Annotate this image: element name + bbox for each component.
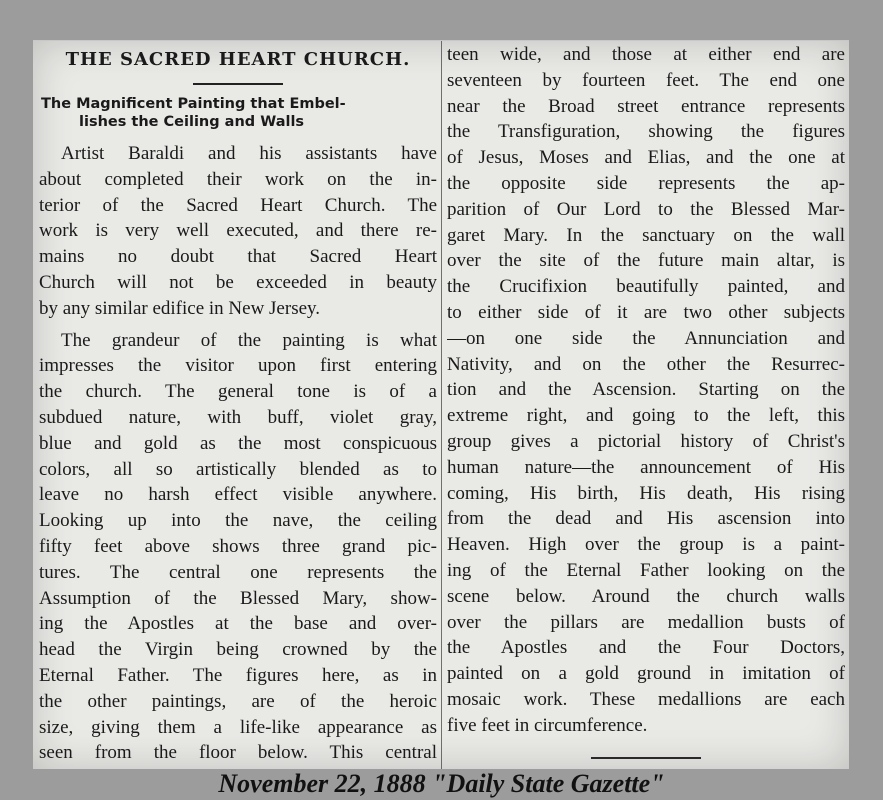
text-line: the Crucifixion beautifully painted, and [447, 276, 845, 298]
text-line: Artist Baraldi and his assistants have [61, 143, 437, 164]
end-rule [591, 757, 701, 759]
text-line: tion and the Ascension. Starting on the [447, 379, 845, 401]
text-line: seventeen by fourteen feet. The end one [447, 69, 845, 91]
headline-rule [193, 83, 283, 85]
text-line: —on one side the Annunciation and [447, 327, 845, 349]
paragraph [447, 42, 845, 739]
text-line: about completed their work on the in- [39, 168, 437, 190]
text-line: five feet in circumference. [447, 714, 648, 736]
paragraph [39, 328, 437, 769]
text-line: group gives a pictorial history of Christ's [447, 430, 845, 452]
text-line: Looking up into the nave, the ceiling [39, 510, 437, 532]
subhead-line: lishes the Ceiling and Walls [79, 114, 305, 130]
text-line: extreme right, and going to the left, this [447, 405, 845, 427]
text-line: work is very well executed, and there re- [39, 220, 437, 242]
article-headline: THE SACRED HEART CHURCH. [65, 49, 411, 70]
text-line: Heaven. High over the group is a paint- [447, 534, 845, 556]
text-line: human nature—the announcement of His [447, 456, 845, 478]
paragraph [39, 141, 437, 322]
text-line: ing of the Eternal Father looking on the [447, 559, 845, 581]
text-line: coming, His birth, His death, His rising [447, 482, 845, 504]
right-column [447, 41, 845, 759]
subhead-line: The Magnificent Painting that Embel- [41, 96, 346, 112]
text-line: Church will not be exceeded in beauty [39, 271, 437, 293]
text-line: scene below. Around the church walls [447, 585, 845, 607]
text-line: over the pillars are medallion busts of [447, 611, 845, 633]
text-line: The grandeur of the painting is what [61, 329, 437, 351]
left-column [39, 41, 437, 769]
text-line: blue and gold as the most conspicuous [39, 432, 437, 454]
text-line: impresses the visitor upon first entering [39, 355, 437, 377]
text-line: to either side of it are two other subjects [447, 301, 845, 323]
text-line: by any similar edifice in New Jersey. [39, 297, 321, 319]
text-line: mosaic work. These medallions are each [447, 688, 845, 710]
text-line: near the Broad street entrance represents [447, 95, 845, 117]
text-line: of Jesus, Moses and Elias, and the one at [447, 147, 845, 169]
text-line: size, giving them a life-like appearance as [39, 716, 437, 738]
text-line: ing the Apostles at the base and over- [39, 613, 437, 635]
text-line: head the Virgin being crowned by the [39, 639, 437, 661]
text-line: Assumption of the Blessed Mary, show- [39, 587, 437, 609]
text-line: over the site of the future main altar, is [447, 250, 845, 272]
date-source-caption: November 22, 1888 "Daily State Gazette" [218, 769, 665, 798]
article-subhead [39, 95, 437, 131]
text-line: painted on a gold ground in imitation of [447, 663, 845, 685]
text-line: subdued nature, with buff, violet gray, [39, 406, 437, 428]
text-line: garet Mary. In the sanctuary on the wall [447, 224, 845, 246]
text-line: Nativity, and on the other the Resurrec- [447, 353, 845, 375]
text-line: the opposite side represents the ap- [447, 172, 845, 194]
text-line: Eternal Father. The figures here, as in [39, 664, 437, 686]
text-line: mains no doubt that Sacred Heart [39, 246, 437, 268]
newspaper-clipping [33, 40, 849, 769]
text-line: parition of Our Lord to the Blessed Mar- [447, 198, 845, 220]
column-divider [441, 41, 442, 769]
text-line: tures. The central one represents the [39, 561, 437, 583]
text-line: seen from the floor below. This central [39, 742, 437, 764]
text-line: the other paintings, are of the heroic [39, 690, 437, 712]
text-line: teen wide, and those at either end are [447, 44, 845, 65]
text-line: colors, all so artistically blended as to [39, 458, 437, 480]
text-line: the Transfiguration, showing the figures [447, 121, 845, 143]
text-line: leave no harsh effect visible anywhere. [39, 484, 437, 506]
text-line: terior of the Sacred Heart Church. The [39, 194, 437, 216]
text-line: the Apostles and the Four Doctors, [447, 637, 845, 659]
text-line: the church. The general tone is of a [39, 381, 437, 403]
text-line: from the dead and His ascension into [447, 508, 845, 530]
text-line: fifty feet above shows three grand pic- [39, 535, 437, 557]
